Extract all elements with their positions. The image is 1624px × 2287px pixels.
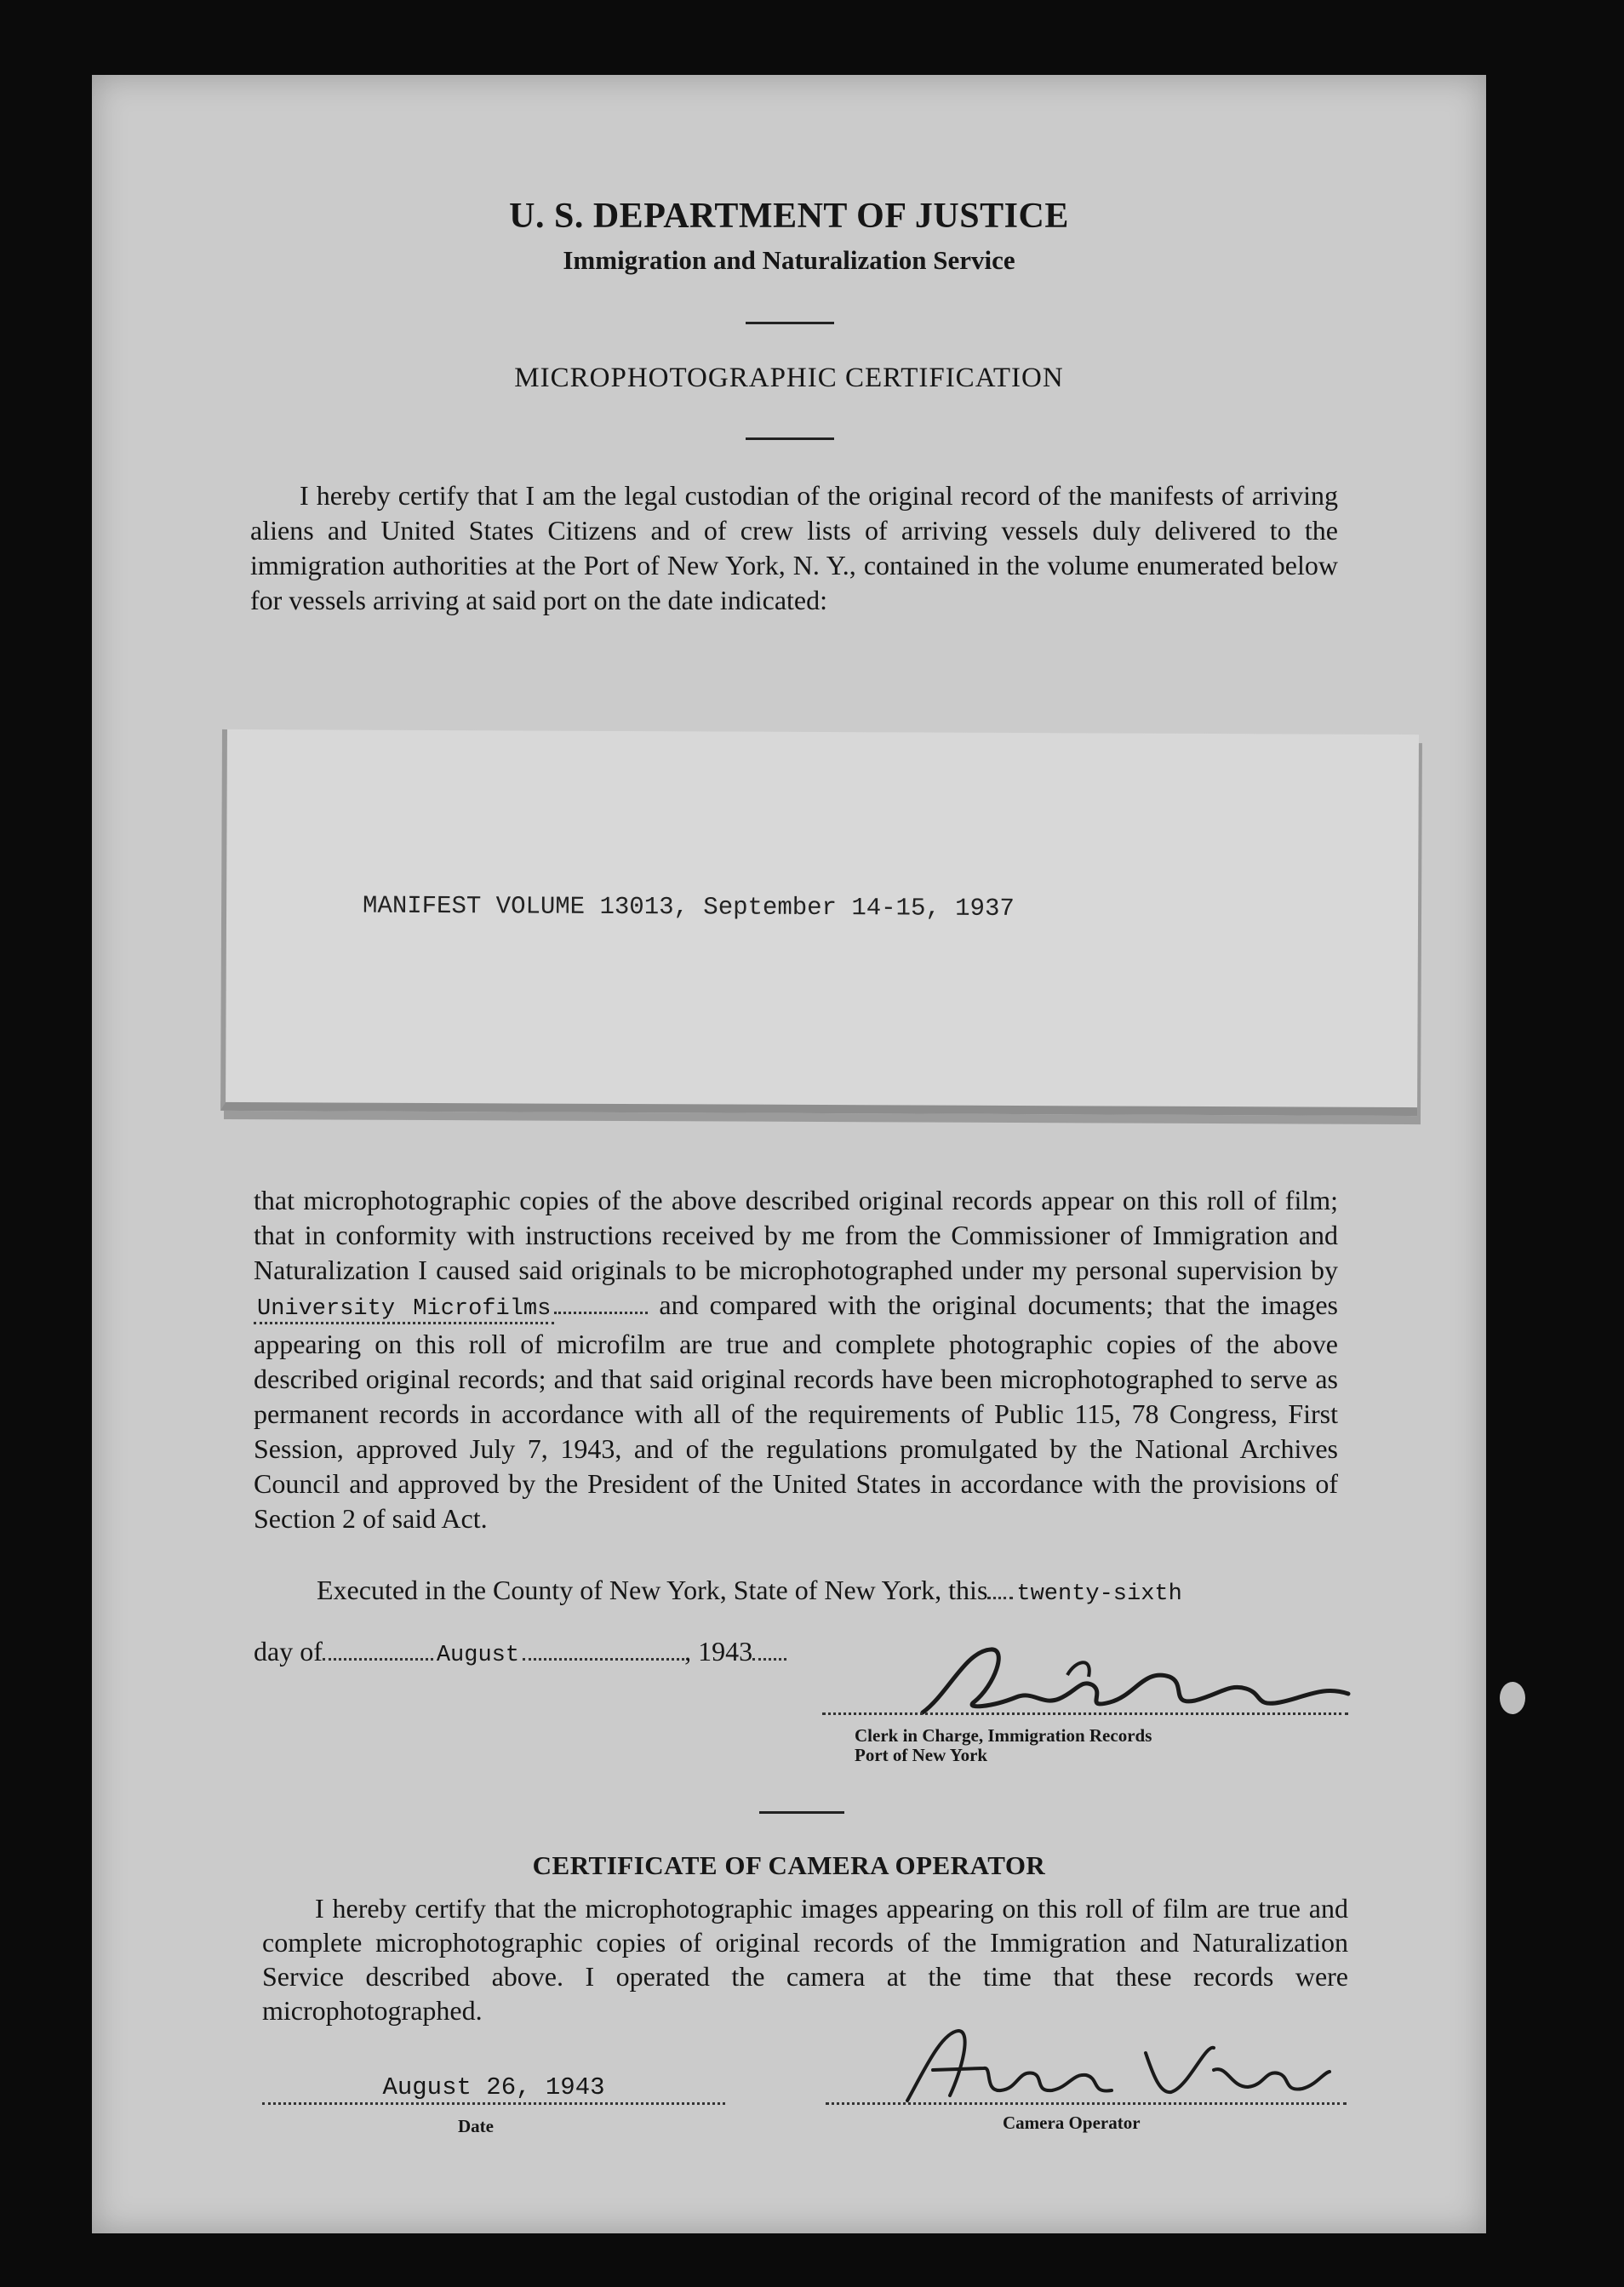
service-subtitle: Immigration and Naturalization Service	[563, 245, 1015, 275]
body-part-1: that microphotographic copies of the above described original records appear on this roll of film; that in conformity with instructions received by me from the Commissioner of Immigration and Naturalization I caused said originals to be microphotographed under my personal supervision by	[254, 1185, 1338, 1285]
execution-day: twenty-sixth	[1016, 1581, 1182, 1607]
execution-month: August	[436, 1643, 520, 1668]
divider	[746, 437, 834, 440]
date-label: Date	[458, 2116, 494, 2136]
certification-body	[254, 1183, 1338, 1536]
date-line	[262, 2070, 725, 2105]
body-part-2: and compared with the original documents; that the images appearing on this roll of microfilm are true and complete photographic copies of the above described original records; and that said original records have been microphotographed to serve as permanent records in accordance with all of the requirements of Public 115, 78 Congress, First Session, approved July 7, 1943, and of the regulations promulgated by the National Archives Council and approved by the President of the United States in accordance with the provisions of Section 2 of said Act.	[254, 1289, 1339, 1534]
punch-hole	[1500, 1682, 1525, 1714]
clerk-signature-line	[822, 1712, 1348, 1715]
divider	[746, 322, 834, 324]
divider	[759, 1811, 844, 1814]
camera-paragraph: I hereby certify that the microphotographic images appearing on this roll of film are true and complete microphotographic copies of original records of the Immigration and Naturalization Service described above. I operated the camera at the time that these records were microphotographed.	[262, 1893, 1348, 2026]
execution-line	[317, 1573, 1186, 1611]
certificate-sheet	[92, 75, 1486, 2233]
camera-operator-signature-line	[826, 2102, 1347, 2105]
contractor-name: University Microfilms	[254, 1296, 554, 1324]
department-title: U. S. DEPARTMENT OF JUSTICE	[509, 197, 1069, 236]
camera-date-value: August 26, 1943	[382, 2073, 605, 2101]
camera-heading: CERTIFICATE OF CAMERA OPERATOR	[532, 1850, 1046, 1880]
intro-paragraph: I hereby certify that I am the legal custodian of the original record of the manifests of arriving aliens and United States Citizens and of crew lists of arriving vessels duly delivered to the immigration authorities at the Port of New York, N. Y., contained in the volume enumerated below for vessels arriving at said port on the date indicated:	[250, 480, 1338, 615]
manifest-volume-text: MANIFEST VOLUME 13013, September 14-15, 1937	[363, 891, 1015, 923]
clerk-title-line-1: Clerk in Charge, Immigration Records	[855, 1725, 1152, 1746]
execution-year: , 1943	[684, 1636, 753, 1667]
clerk-title-line-2: Port of New York	[855, 1745, 988, 1765]
camera-operator-signature	[890, 2019, 1333, 2113]
certification-title: MICROPHOTOGRAPHIC CERTIFICATION	[514, 363, 1064, 393]
manifest-volume-card	[220, 729, 1419, 1116]
camera-operator-label: Camera Operator	[1003, 2113, 1141, 2133]
execution-prefix: Executed in the County of New York, State of New York, this	[317, 1575, 988, 1605]
day-of-label: day of	[254, 1636, 323, 1667]
clerk-title	[855, 1726, 1152, 1765]
day-line	[254, 1634, 786, 1672]
